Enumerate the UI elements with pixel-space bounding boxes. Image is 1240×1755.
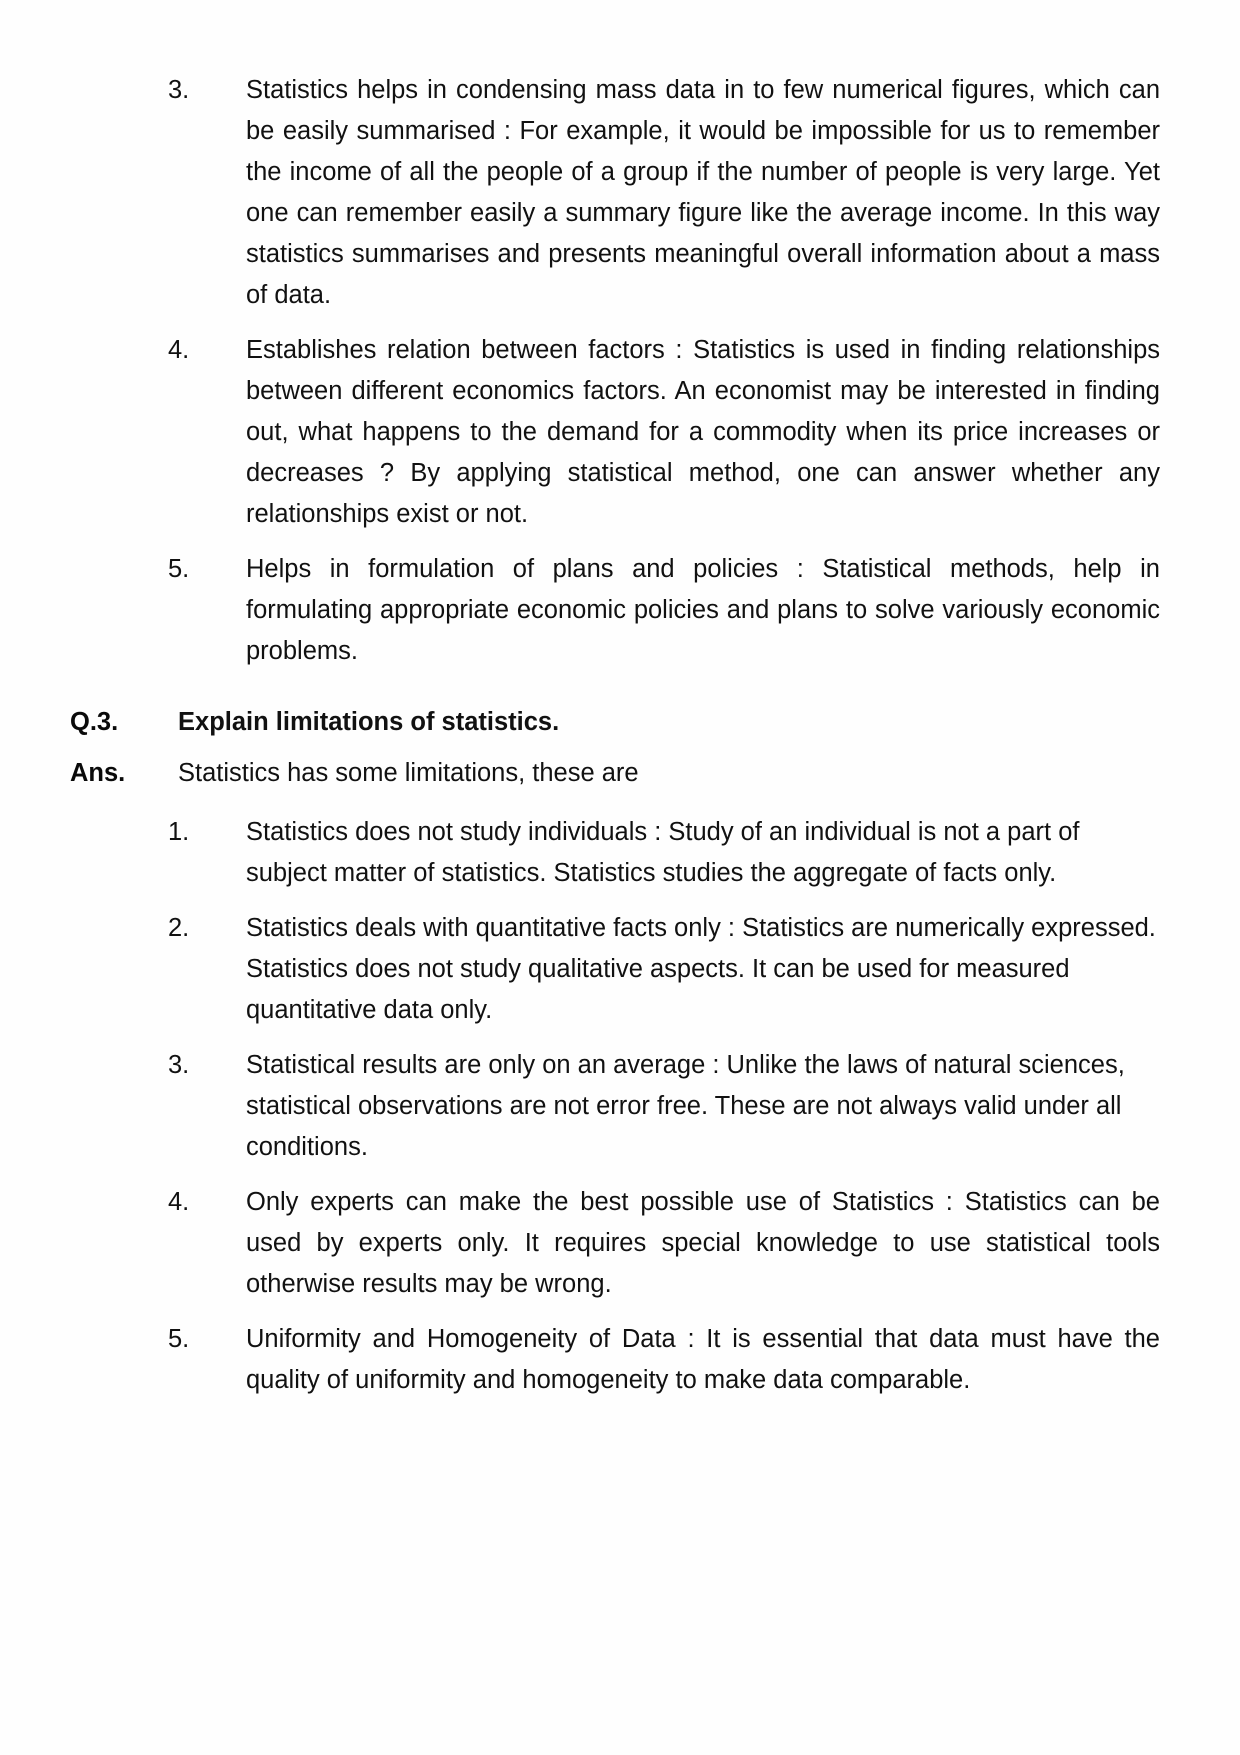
- page-content: [70, 70, 1160, 1415]
- list-item-text: Only experts can make the best possible use of Statistics : Statistics can be used by experts only. It requires special knowledge to use statistical tools otherwise results may be wrong.: [246, 1188, 1160, 1298]
- list-item: [70, 812, 1160, 894]
- list-item-number: 4.: [168, 1188, 190, 1216]
- list-item-text: Establishes relation between factors : Statistics is used in finding relationships between different economics factors. An economist may be interested in finding out, what happens to the demand for a commodity when its price increases or decreases ? By applying statistical method, one can answer whether any relationships exist or not.: [246, 336, 1160, 528]
- question-text: Explain limitations of statistics.: [178, 708, 560, 736]
- answer-label: Ans.: [70, 759, 126, 787]
- spacer: [70, 804, 1160, 812]
- list-item: [70, 549, 1160, 672]
- answer-row: [70, 753, 1160, 794]
- list-item-number: 5.: [168, 555, 190, 583]
- list-item-number: 3.: [168, 1051, 190, 1079]
- list-item-text: Statistical results are only on an average : Unlike the laws of natural sciences, statistical observations are not error free. These are not always valid under all conditions.: [246, 1051, 1125, 1161]
- spacer: [70, 686, 1160, 702]
- answer-text: Statistics has some limitations, these are: [178, 759, 639, 787]
- list-item-number: 4.: [168, 336, 190, 364]
- list-item-number: 2.: [168, 914, 190, 942]
- list-item: [70, 330, 1160, 535]
- question-row: [70, 702, 1160, 743]
- list-item: [70, 1182, 1160, 1305]
- list-item: [70, 908, 1160, 1031]
- list-item-number: 3.: [168, 76, 190, 104]
- list-item: [70, 1045, 1160, 1168]
- list-item: [70, 1319, 1160, 1401]
- list-item-number: 5.: [168, 1325, 190, 1353]
- list-item-text: Uniformity and Homogeneity of Data : It is essential that data must have the quality of uniformity and homogeneity to make data comparable.: [246, 1325, 1160, 1394]
- list-item-text: Statistics does not study individuals : Study of an individual is not a part of subject matter of statistics. Statistics studies the aggregate of facts only.: [246, 818, 1080, 887]
- list-item-text: Helps in formulation of plans and policies : Statistical methods, help in formulating appropriate economic policies and plans to solve variously economic problems.: [246, 555, 1160, 665]
- list-item-text: Statistics helps in condensing mass data in to few numerical figures, which can be easily summarised : For example, it would be impossible for us to remember the income of all the people of a group if the number of people is very large. Yet one can remember easily a summary figure like the average income. In this way statistics summarises and presents meaningful overall information about a mass of data.: [246, 76, 1160, 309]
- list-item: [70, 70, 1160, 316]
- list-item-number: 1.: [168, 818, 190, 846]
- list-item-text: Statistics deals with quantitative facts only : Statistics are numerically expressed. Statistics does not study qualitative aspects. It can be used for measured quantitative data only.: [246, 914, 1156, 1024]
- question-label: Q.3.: [70, 708, 119, 736]
